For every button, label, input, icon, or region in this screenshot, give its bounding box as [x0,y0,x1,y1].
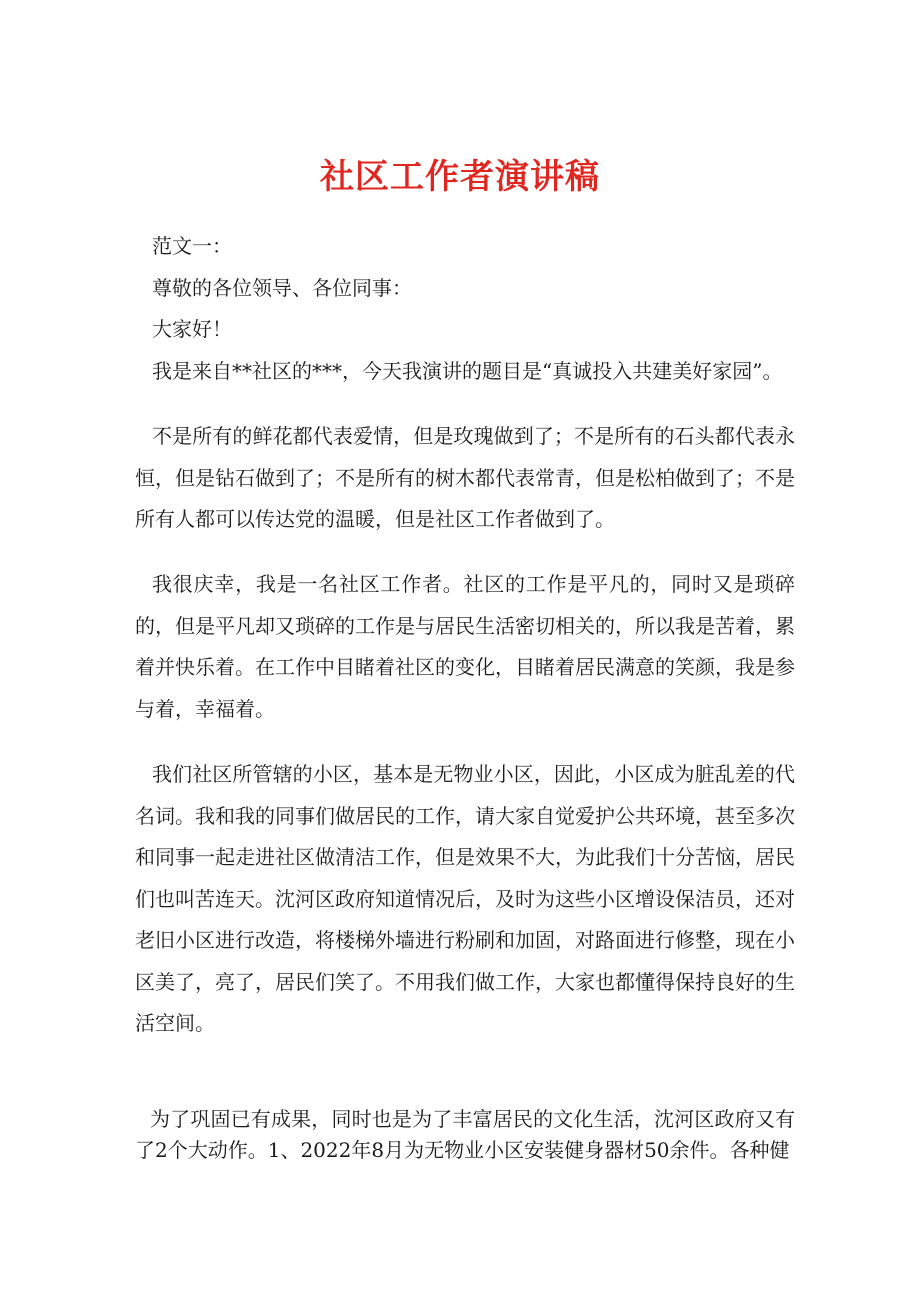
paragraph-community: 我们社区所管辖的小区，基本是无物业小区，因此，小区成为脏乱差的代名词。我和我的同事们做居民的工作，请大家自觉爱护公共环境，甚至多次和同事一起走进社区做清洁工作，但是效果不大，为此我们十分苦恼，居民们也叫苦连天。沈河区政府知道情况后，及时为这些小区增设保洁员，还对老旧小区进行改造，将楼梯外墙进行粉刷和加固，对路面进行修整，现在小区美了，亮了，居民们笑了。不用我们做工作，大家也都懂得保持良好的生活空间。 [135,762,795,1035]
greeting-block [135,226,795,392]
paragraph-salutation: 尊敬的各位领导、各位同事： [152,275,412,300]
paragraph-metaphor: 不是所有的鲜花都代表爱情，但是玫瑰做到了；不是所有的石头都代表永恒，但是钻石做到了；不是所有的树木都代表常青，但是松柏做到了；不是所有人都可以传达党的温暖，但是社区工作者做到了。 [135,424,795,531]
paragraph-fortunate: 我很庆幸，我是一名社区工作者。社区的工作是平凡的，同时又是琐碎的，但是平凡却又琐碎的工作是与居民生活密切相关的，所以我是苦着，累着并快乐着。在工作中目睹着社区的变化，目睹着居民满意的笑颜，我是参与着，幸福着。 [135,572,795,721]
document-title: 社区工作者演讲稿 [320,156,600,197]
paragraph-hello: 大家好！ [152,317,232,341]
body-block-2 [135,564,795,730]
paragraph-consolidate: 为了巩固已有成果，同时也是为了丰富居民的文化生活，沈河区政府又有了2个大动作。1、2022年8月为无物业小区安装健身器材50余件。各种健 [135,1107,795,1162]
paragraph-intro: 我是来自**社区的***，今天我演讲的题目是“真诚投入共建美好家园”。 [152,358,783,383]
body-block-1 [135,416,795,541]
body-block-4 [135,1104,795,1166]
body-block-3 [135,754,795,1045]
paragraph-sample-label: 范文一： [152,234,232,258]
